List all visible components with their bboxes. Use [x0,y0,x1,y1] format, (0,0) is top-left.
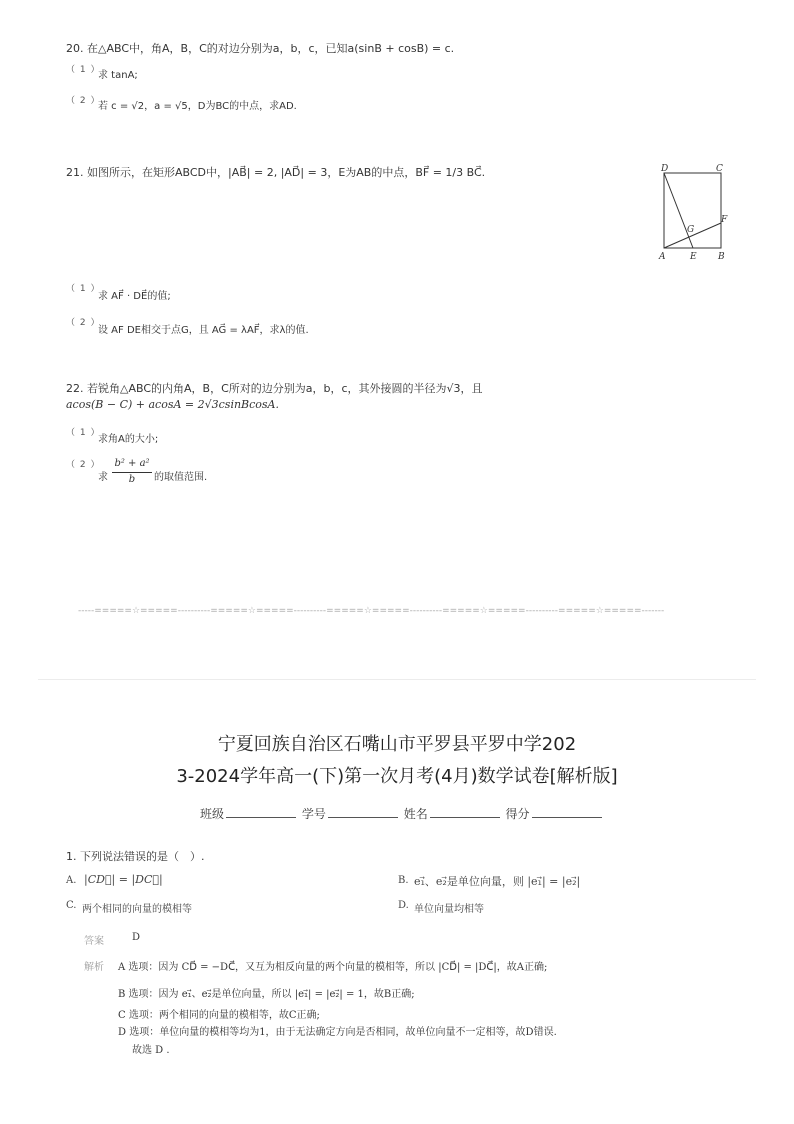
solution-b: B 选项：因为 e₁⃗、e₂⃗是单位向量，所以 |e₁⃗| = |e₂⃗| = 1，故B正确; [118,989,415,1000]
q22-fraction-denominator: b [128,474,136,485]
solution-d: D 选项：单位向量的模相等均为1，由于无法确定方向是否相同，故单位向量不一定相等，故D错误. [118,1027,557,1038]
student-id-field[interactable] [328,805,398,818]
q1-option-c: 两个相同的向量的模相等 [82,904,192,915]
figure-label-e: E [690,252,697,262]
q22-part2-number: （ 2 ） [66,460,101,470]
q22-stem-line1: 22. 若锐角△ABC的内角A，B，C所对的边分别为a，b，c，其外接圆的半径为√3，且 [66,382,483,395]
q20-part2-number: （ 2 ） [66,96,101,106]
q21-part2-number: （ 2 ） [66,318,101,328]
answer-value: D [132,932,141,943]
name-field[interactable] [430,805,500,818]
q20-part1-number: （ 1 ） [66,65,101,75]
answer-label: 答案 [84,936,104,947]
q1-option-b-label: B. [398,875,409,886]
q21-part2-text: 设 AF DE相交于点G，且 AG⃗ = λAF⃗，求λ的值. [98,325,309,336]
figure-label-c: C [716,164,723,174]
q1-option-d-label: D. [398,900,409,911]
student-info-row [200,805,604,822]
q22-part2-prefix: 求 [98,472,108,483]
q1-option-a-label: A. [66,875,77,886]
class-label: 班级 [200,807,225,821]
q22-part2-suffix: 的取值范围. [154,472,208,483]
figure-label-g: G [687,225,695,235]
solution-conclusion: 故选 D . [132,1045,170,1056]
score-field[interactable] [532,805,602,818]
q21-stem: 21. 如图所示，在矩形ABCD中，|AB⃗| = 2, |AD⃗| = 3，E为AB的中点，BF⃗ = 1/3 BC⃗. [66,166,486,179]
exam-title-line1: 宁夏回族自治区石嘴山市平罗县平罗中学202 [217,734,577,755]
q1-stem: 1. 下列说法错误的是（ ）. [66,850,205,863]
solution-c: C 选项：两个相同的向量的模相等，故C正确; [118,1010,320,1021]
q21-part1-text: 求 AF⃗ · DE⃗的值; [98,291,171,302]
section-divider: -----=====☆=====----------=====☆=====----------=====☆=====----------=====☆=====----------=====☆=====------- [78,606,665,616]
q22-part1-text: 求角A的大小; [98,434,159,445]
q1-option-c-label: C. [66,900,77,911]
figure-label-f: F [721,215,728,225]
q22-stem-line2: acos(B − C) + acosA = 2√3csinBcosA. [66,398,279,411]
analysis-label: 解析 [84,962,104,973]
figure-label-a: A [659,252,666,262]
q22-part1-number: （ 1 ） [66,428,101,438]
score-label: 得分 [505,807,530,821]
page-break-line [38,679,756,680]
q21-part1-number: （ 1 ） [66,284,101,294]
q20-stem: 20. 在△ABC中，角A，B，C的对边分别为a，b，c，已知a(sinB + cosB) = c. [66,42,455,55]
q22-fraction-numerator: b² + a² [114,458,150,469]
figure-label-b: B [718,252,725,262]
q1-option-d: 单位向量均相等 [414,904,484,915]
q20-part2-text: 若 c = √2，a = √5，D为BC的中点，求AD. [98,101,297,112]
exam-title-line2: 3-2024学年高一(下)第一次月考(4月)数学试卷[解析版] [176,766,618,787]
q1-option-a: |CD⃗| = |DC⃗| [84,873,163,886]
q20-part1-text: 求 tanA; [98,70,138,81]
solution-a: A 选项：因为 CD⃗ = −DC⃗，又互为相反向量的两个向量的模相等，所以 |CD⃗| = |DC⃗|，故A正确; [118,962,548,973]
student-id-label: 学号 [301,807,326,821]
class-field[interactable] [226,805,296,818]
figure-label-d: D [661,164,669,174]
q22-fraction-bar [112,472,152,473]
name-label: 姓名 [403,807,428,821]
rectangle-figure [650,160,740,265]
q1-option-b: e₁⃗、e₂⃗是单位向量，则 |e₁⃗| = |e₂⃗| [414,875,581,888]
